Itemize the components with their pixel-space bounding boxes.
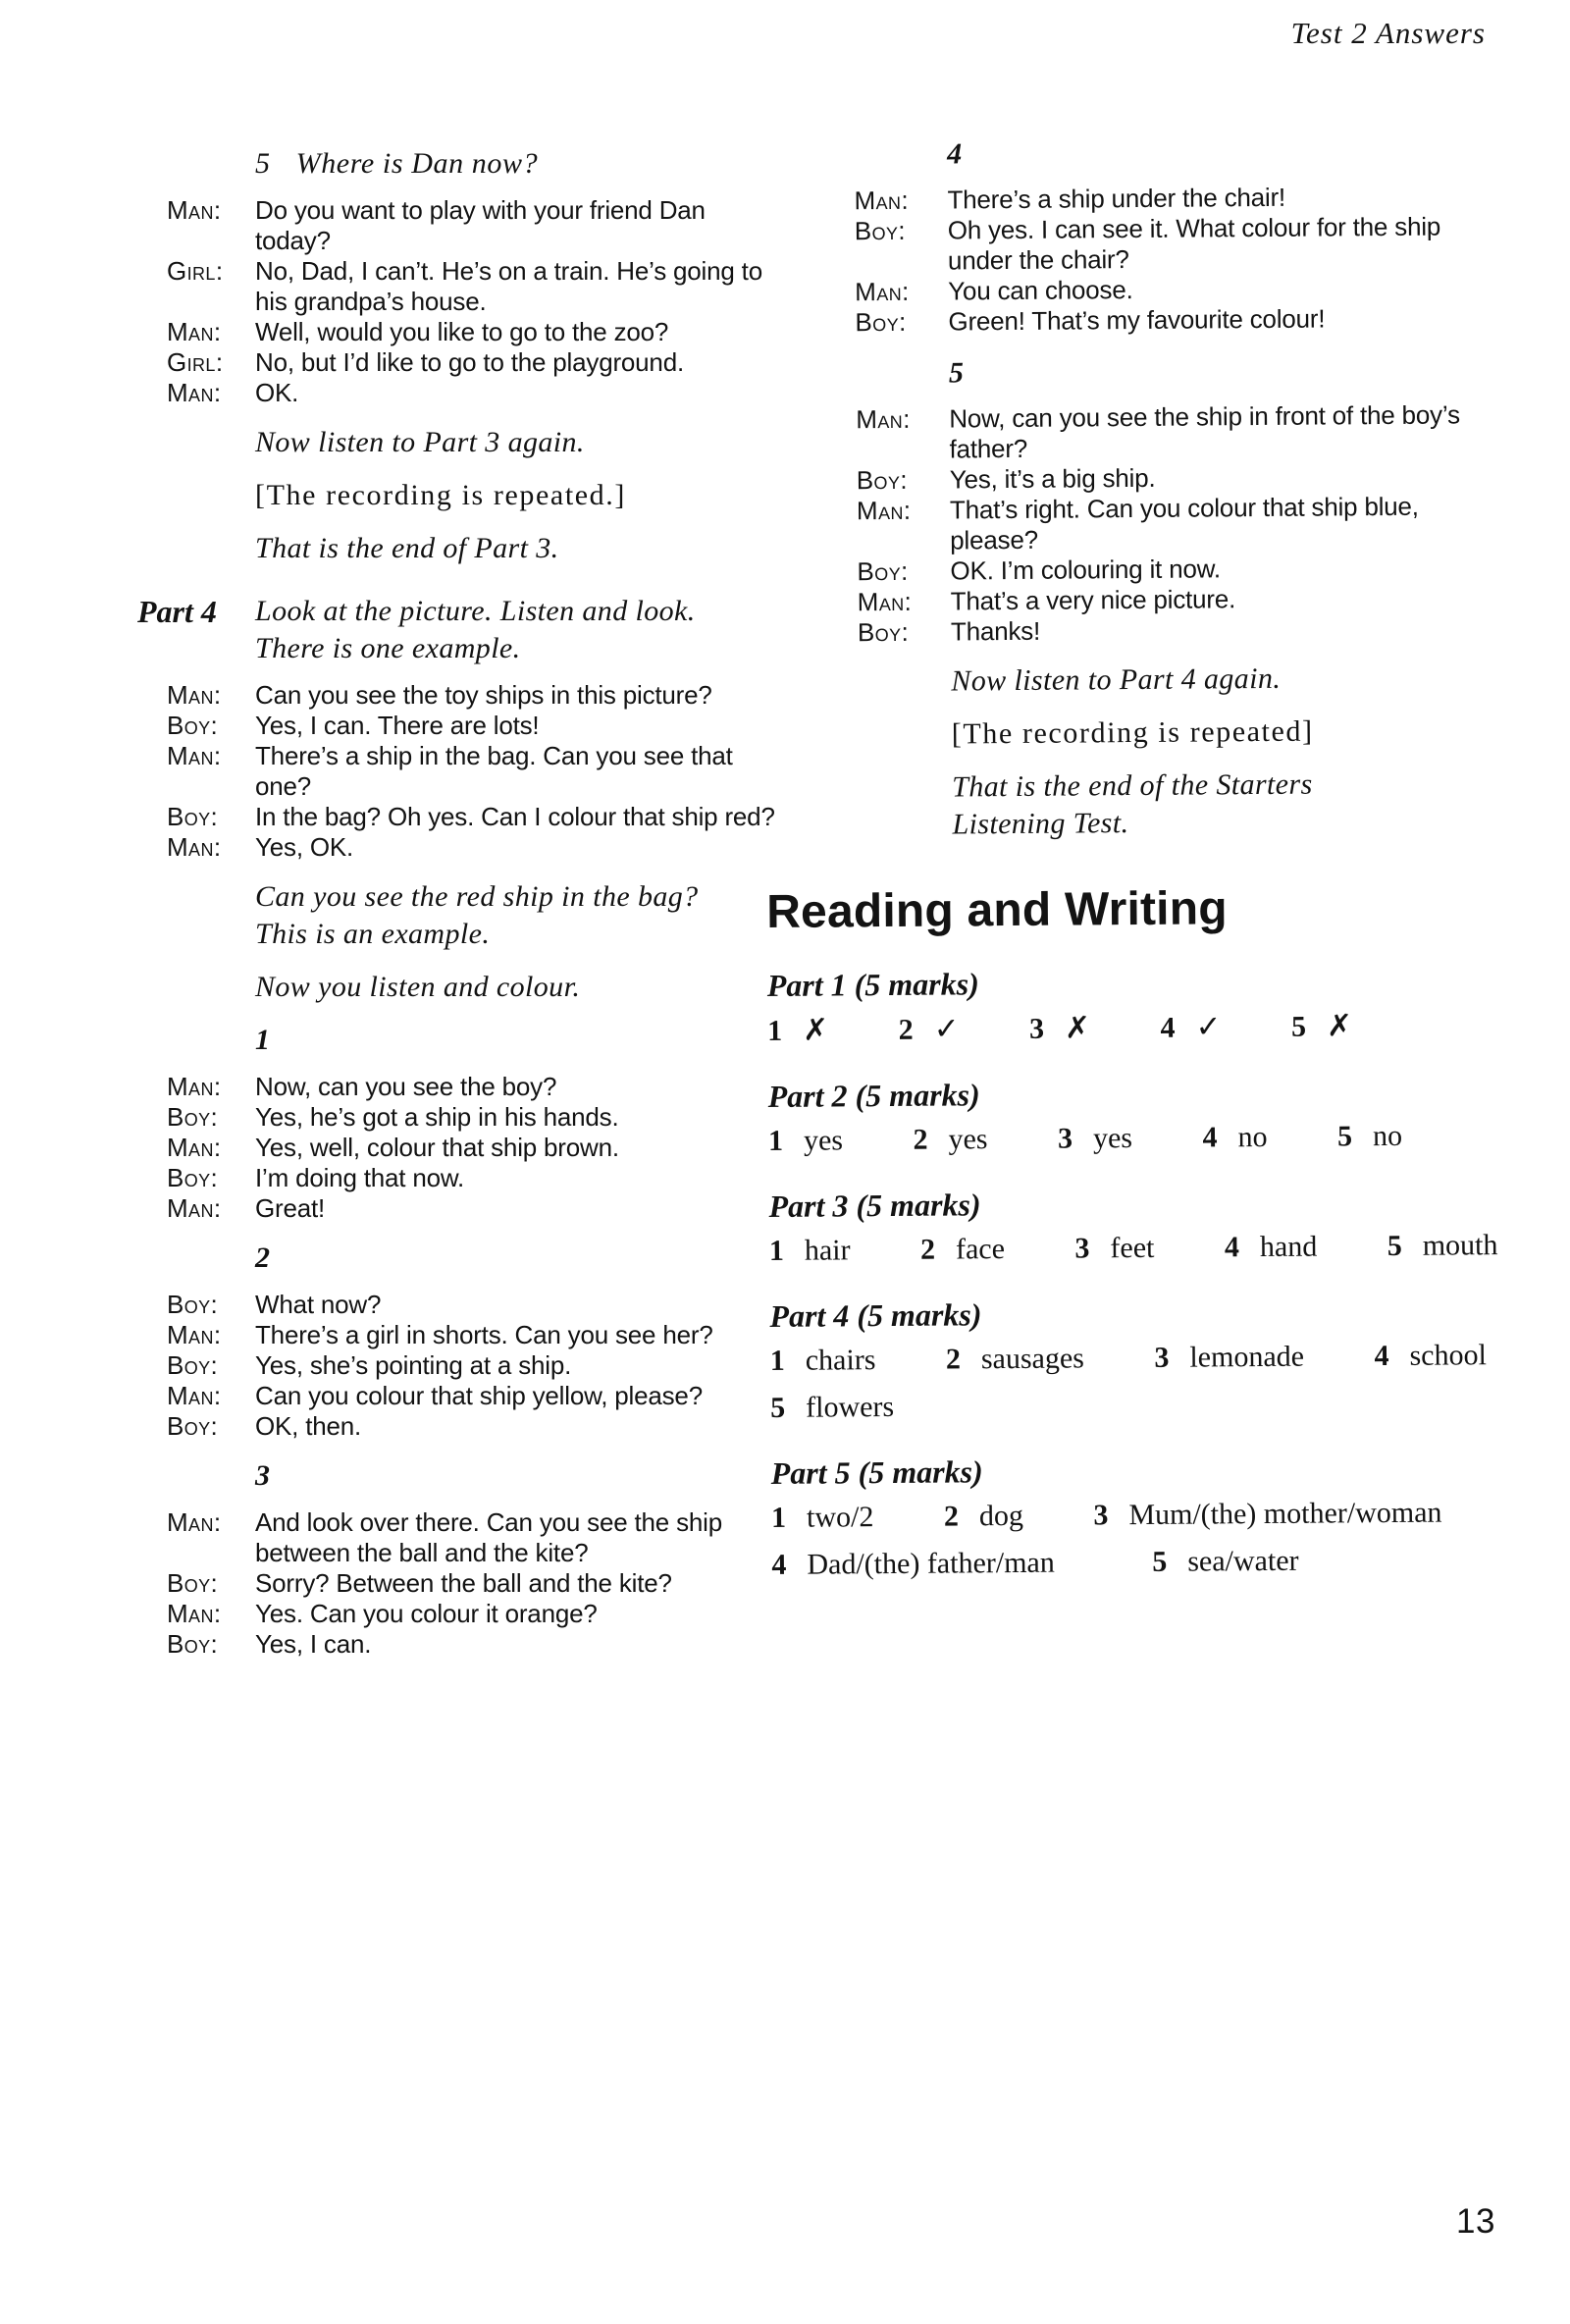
- dialogue-row: [137, 741, 787, 802]
- answer-pair: [1154, 1339, 1304, 1377]
- check-mark-icon: ✓: [933, 1011, 960, 1047]
- dialogue-text: Yes, it’s a big ship.: [949, 462, 1156, 495]
- left-column: [137, 145, 787, 1660]
- dialogue-row: [762, 399, 1491, 466]
- answer-number: 5: [1152, 1545, 1168, 1578]
- speaker-label: Man:: [167, 680, 222, 710]
- speaker-label: Boy:: [167, 1163, 219, 1192]
- answer-value: yes: [1092, 1122, 1133, 1155]
- speaker-label: Man:: [167, 1381, 222, 1410]
- dialogue-text: There’s a ship under the chair!: [947, 182, 1286, 215]
- part4-intro-line: Look at the picture. Listen and look.: [255, 595, 696, 627]
- answer-pair: [944, 1498, 1023, 1536]
- item-number: 4: [947, 137, 963, 171]
- answers-row: [771, 1494, 1499, 1537]
- page-number: 13: [1456, 2202, 1495, 2241]
- answer-pair: [1074, 1230, 1154, 1268]
- speaker-label: Man:: [167, 1133, 222, 1162]
- speaker-label: Man:: [167, 195, 222, 225]
- dialogue-row: [137, 1599, 787, 1629]
- speaker-label: Man:: [857, 586, 913, 617]
- answer-value: hair: [804, 1234, 851, 1267]
- dialogue-row: [137, 1133, 787, 1163]
- answer-value: face: [955, 1233, 1006, 1266]
- dialogue-row: [137, 1163, 787, 1193]
- stage-direction: Now listen to Part 3 again.: [255, 426, 585, 458]
- stage-direction: [The recording is repeated]: [951, 714, 1314, 751]
- dialogue-row: [137, 1193, 787, 1224]
- answer-pair: [1029, 1009, 1090, 1047]
- answer-value: sausages: [980, 1342, 1085, 1376]
- dialogue-row: [137, 1290, 787, 1320]
- dialogue-text: Can you see the toy ships in this picture?: [255, 680, 712, 710]
- example-dialogue: [137, 680, 787, 863]
- answer-number: 3: [1057, 1122, 1073, 1155]
- answer-value: flowers: [806, 1390, 895, 1424]
- answer-pair: [920, 1231, 1005, 1269]
- answer-number: 1: [769, 1344, 785, 1377]
- dialogue-text: Yes, I can.: [255, 1629, 372, 1659]
- dialogue-text: In the bag? Oh yes. Can I colour that ship red?: [255, 802, 775, 831]
- answer-number: 3: [1074, 1232, 1090, 1265]
- answers-row: [771, 1541, 1499, 1584]
- speaker-label: Man:: [167, 741, 222, 770]
- answer-value: Mum/(the) mother/woman: [1128, 1496, 1442, 1532]
- answer-pair: [1152, 1543, 1299, 1581]
- answer-pair: [913, 1121, 987, 1159]
- dialogue-text: Green! That’s my favourite colour!: [948, 303, 1326, 337]
- speaker-label: Boy:: [855, 306, 907, 338]
- speaker-label: Man:: [167, 1193, 222, 1223]
- speaker-label: Man:: [856, 403, 911, 435]
- answer-value: lemonade: [1189, 1340, 1305, 1374]
- dialogue-text: What now?: [255, 1290, 382, 1319]
- dialogue-row: [761, 211, 1490, 278]
- answer-pair: [1160, 1008, 1221, 1046]
- dialogue-row: [137, 680, 787, 711]
- part-label: Part 3 (5 marks): [768, 1187, 981, 1224]
- answer-number: 4: [771, 1548, 787, 1581]
- speaker-label: Man:: [167, 832, 222, 862]
- dialogue-text: OK.: [255, 378, 299, 407]
- stage-direction: [952, 765, 1494, 843]
- speaker-label: Man:: [167, 1072, 222, 1101]
- answer-number: 4: [1160, 1011, 1176, 1044]
- part4-intro-line: There is one example.: [255, 632, 521, 664]
- answers-row: [770, 1384, 1498, 1427]
- dialogue-row: [137, 1072, 787, 1102]
- speaker-label: Man:: [855, 276, 910, 307]
- cross-mark-icon: ✗: [1326, 1008, 1353, 1044]
- speaker-label: Boy:: [857, 616, 910, 648]
- answer-pair: [770, 1342, 876, 1380]
- answer-pair: [771, 1545, 1055, 1584]
- answer-value: chairs: [805, 1344, 876, 1377]
- speaker-label: Man:: [167, 378, 222, 407]
- answer-number: 1: [767, 1124, 784, 1157]
- stage-direction: [255, 878, 787, 953]
- answer-value: no: [1372, 1119, 1403, 1153]
- dialogue-row: [761, 302, 1490, 339]
- dialogue-text: That’s right. Can you colour that ship blue, please?: [949, 491, 1419, 555]
- answer-number: 3: [1154, 1341, 1170, 1374]
- answer-pair: [771, 1499, 874, 1537]
- answer-number: 2: [919, 1233, 936, 1266]
- speaker-label: Man:: [854, 185, 910, 216]
- dialogue-text: No, Dad, I can’t. He’s on a train. He’s going to his grandpa’s house.: [255, 256, 762, 316]
- dialogue-text: You can choose.: [948, 275, 1133, 306]
- speaker-label: Boy:: [167, 1411, 219, 1441]
- stage-line: That is the end of the Starters: [952, 767, 1313, 804]
- stage-line: Listening Test.: [952, 807, 1129, 841]
- answer-number: 2: [945, 1343, 962, 1376]
- dialogue-text: Oh yes. I can see it. What colour for the ship under the chair?: [947, 211, 1441, 276]
- part4-intro: [255, 593, 696, 667]
- stage-direction: That is the end of Part 3.: [255, 532, 559, 564]
- part-label: Part 4 (5 marks): [769, 1296, 982, 1334]
- dialogue-row: [137, 711, 787, 741]
- dialogue-text: Great!: [255, 1193, 326, 1223]
- answers-row: [770, 1337, 1498, 1380]
- answer-number: 3: [1093, 1499, 1109, 1532]
- speaker-label: Boy:: [167, 1629, 219, 1659]
- check-mark-icon: ✓: [1195, 1009, 1222, 1045]
- speaker-label: Boy:: [167, 1102, 219, 1132]
- answer-value: yes: [948, 1123, 988, 1156]
- answer-number: 4: [1202, 1121, 1218, 1154]
- answer-value: two/2: [806, 1501, 874, 1534]
- dialogue-row: [137, 378, 787, 408]
- dialogue-row: [137, 256, 787, 317]
- dialogue-row: [137, 1320, 787, 1350]
- dialogue-text: There’s a girl in shorts. Can you see her?: [255, 1320, 713, 1349]
- dialogue-text: Yes. Can you colour it orange?: [255, 1599, 598, 1628]
- dialogue-row: [137, 1381, 787, 1411]
- answer-pair: [770, 1389, 894, 1427]
- dialogue-text: Yes, well, colour that ship brown.: [255, 1133, 619, 1162]
- dialogue-row: [137, 1411, 787, 1442]
- dialogue-text: Yes, I can. There are lots!: [255, 711, 540, 740]
- answer-pair: [1202, 1119, 1267, 1157]
- dialogue-row: [137, 347, 787, 378]
- speaker-label: Boy:: [167, 802, 219, 831]
- answer-value: hand: [1259, 1230, 1318, 1264]
- speaker-label: Girl:: [167, 256, 224, 286]
- section-heading: Reading and Writing: [765, 882, 1228, 938]
- answer-number: 5: [1290, 1010, 1307, 1043]
- dialogue-text: Sorry? Between the ball and the kite?: [255, 1568, 672, 1598]
- answer-number: 5: [770, 1391, 786, 1424]
- answer-value: feet: [1110, 1231, 1155, 1265]
- speaker-label: Boy:: [167, 1568, 219, 1598]
- item-number: 1: [255, 1024, 270, 1056]
- part-label: Part 2 (5 marks): [767, 1077, 980, 1114]
- speaker-label: Boy:: [167, 1290, 219, 1319]
- item-number: 5: [948, 356, 965, 390]
- item-number: 3: [255, 1459, 270, 1492]
- answer-pair: [898, 1010, 959, 1048]
- answer-pair: [1225, 1229, 1318, 1267]
- part4-heading: [137, 593, 787, 667]
- dialogue-text: Yes, he’s got a ship in his hands.: [255, 1102, 619, 1132]
- stage-line: Can you see the red ship in the bag?: [255, 880, 699, 913]
- answer-number: 1: [770, 1501, 787, 1534]
- answer-number: 1: [768, 1234, 785, 1267]
- answer-number: 2: [898, 1013, 914, 1046]
- part-label: Part 1 (5 marks): [766, 966, 979, 1003]
- item-number: 2: [255, 1241, 270, 1274]
- stage-direction: [The recording is repeated.]: [255, 479, 626, 511]
- cross-mark-icon: ✗: [1064, 1010, 1091, 1046]
- question-number: 5: [255, 147, 271, 180]
- dialogue-text: There’s a ship in the bag. Can you see that one?: [255, 741, 733, 801]
- dialogue-row: [763, 491, 1492, 557]
- speaker-label: Girl:: [167, 347, 224, 377]
- dialogue-text: And look over there. Can you see the ship between the ball and the kite?: [255, 1507, 722, 1567]
- dialogue-text: Yes, she’s pointing at a ship.: [255, 1350, 572, 1380]
- answer-number: 4: [1224, 1231, 1240, 1264]
- dialogue-text: OK. I’m colouring it now.: [950, 554, 1221, 586]
- speaker-label: Man:: [167, 1507, 222, 1537]
- dialogue-row: [137, 1629, 787, 1660]
- speaker-label: Boy:: [854, 215, 907, 246]
- answers-row: [769, 1227, 1497, 1270]
- stage-direction: Now you listen and colour.: [255, 971, 581, 1003]
- answer-pair: [1058, 1120, 1132, 1158]
- speaker-label: Boy:: [857, 555, 909, 587]
- answer-pair: [768, 1122, 843, 1160]
- dialogue-text: That’s a very nice picture.: [950, 584, 1236, 616]
- answer-value: mouth: [1422, 1229, 1498, 1262]
- answer-pair: [946, 1340, 1084, 1378]
- dialogue-row: [137, 1350, 787, 1381]
- answer-number: 4: [1374, 1340, 1389, 1373]
- dialogue-text: I’m doing that now.: [255, 1163, 464, 1192]
- dialogue-row: [764, 612, 1492, 649]
- dialogue-text: Thanks!: [950, 615, 1041, 647]
- dialogue-text: No, but I’d like to go to the playground.: [255, 347, 684, 377]
- right-column: [760, 132, 1500, 1584]
- part4-label: Part 4: [137, 594, 217, 629]
- question-text: Where is Dan now?: [295, 147, 539, 180]
- answer-value: school: [1409, 1339, 1487, 1372]
- dialogue-row: [137, 832, 787, 863]
- answer-value: Dad/(the) father/man: [807, 1546, 1055, 1581]
- dialogue-row: [137, 1507, 787, 1568]
- dialogue-text: Yes, OK.: [255, 832, 354, 862]
- answer-pair: [1387, 1227, 1498, 1265]
- stage-line: This is an example.: [255, 918, 491, 950]
- dialogue-text: OK, then.: [255, 1411, 362, 1441]
- speaker-label: Man:: [167, 317, 222, 346]
- page-title: Test 2 Answers: [1290, 16, 1486, 50]
- answer-pair: [769, 1232, 851, 1270]
- answer-pair: [767, 1011, 828, 1049]
- answer-pair: [1291, 1007, 1352, 1045]
- dialogue-row: [137, 317, 787, 347]
- dialogue-text: Now, can you see the boy?: [255, 1072, 557, 1101]
- dialogue-text: Can you colour that ship yellow, please?: [255, 1381, 703, 1410]
- dialogue-row: [137, 802, 787, 832]
- answer-number: 2: [943, 1500, 960, 1533]
- answer-number: 5: [1387, 1229, 1402, 1263]
- speaker-label: Man:: [856, 495, 912, 526]
- speaker-label: Boy:: [856, 464, 909, 496]
- question-heading: [255, 145, 787, 183]
- cross-mark-icon: ✗: [803, 1012, 829, 1048]
- answer-pair: [1374, 1337, 1487, 1375]
- answer-number: 2: [913, 1123, 928, 1156]
- answer-number: 5: [1336, 1120, 1353, 1153]
- answer-number: 3: [1028, 1012, 1045, 1045]
- dialogue-text: Now, can you see the ship in front of the boy’s father?: [949, 399, 1460, 464]
- dialogue-row: [137, 195, 787, 256]
- part-label: Part 5 (5 marks): [770, 1453, 983, 1491]
- answer-pair: [1337, 1118, 1402, 1156]
- answer-number: 1: [767, 1014, 783, 1047]
- answers-row: [768, 1117, 1496, 1160]
- speaker-label: Man:: [167, 1320, 222, 1349]
- answer-value: sea/water: [1187, 1544, 1299, 1578]
- speaker-label: Boy:: [167, 711, 219, 740]
- dialogue-text: Do you want to play with your friend Dan today?: [255, 195, 706, 255]
- speaker-label: Man:: [167, 1599, 222, 1628]
- dialogue-row: [137, 1568, 787, 1599]
- answer-value: no: [1237, 1120, 1268, 1154]
- answer-pair: [1093, 1495, 1441, 1535]
- dialogue-text: Well, would you like to go to the zoo?: [255, 317, 669, 346]
- dialogue-row: [137, 1102, 787, 1133]
- answer-value: dog: [978, 1499, 1024, 1533]
- answers-row: [767, 1006, 1495, 1050]
- speaker-label: Boy:: [167, 1350, 219, 1380]
- answer-value: yes: [803, 1124, 844, 1157]
- stage-direction: Now listen to Part 4 again.: [951, 661, 1282, 698]
